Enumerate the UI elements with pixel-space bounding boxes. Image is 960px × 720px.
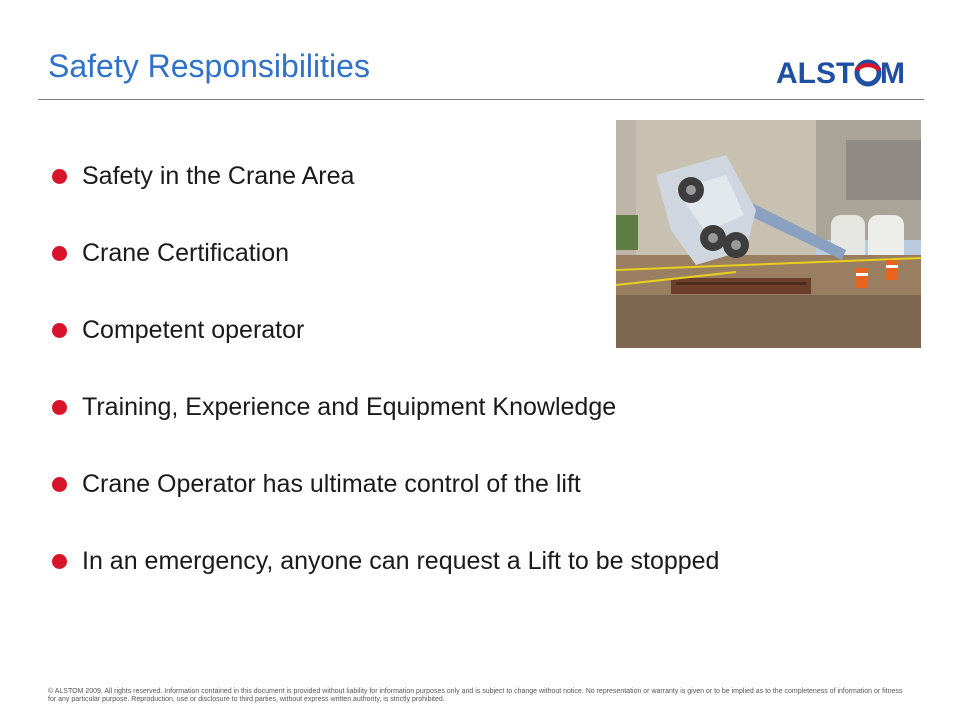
alstom-logo [776,54,928,92]
copyright-footer: © ALSTOM 2009. All rights reserved. Information contained in this document is provided without liability for information purposes only and is subject to change without notice. No representation or warranty is given or to be implied as to the completeness of information or fitness for any particular purpose. Reproduction, use or disclosure to third parties, without express written authority, is strictly prohibited. [48,688,903,703]
bullet-dot [52,400,67,415]
bullet-dot [52,323,67,338]
bullet-text: Training, Experience and Equipment Knowledge [82,393,617,421]
bullet-item [52,446,719,523]
bullet-dot [52,246,67,261]
svg-text:M: M [880,57,905,90]
bullet-item [52,138,719,215]
bullet-text: Crane Operator has ultimate control of the lift [82,470,581,498]
bullet-item [52,215,719,292]
bullet-dot [52,554,67,569]
bullet-item [52,369,719,446]
slide-title: Safety Responsibilities [48,48,370,84]
bullet-dot [52,169,67,184]
bullet-list [52,138,719,600]
bullet-item [52,523,719,600]
bullet-text: Safety in the Crane Area [82,162,355,190]
bullet-text: Competent operator [82,316,305,344]
svg-text:ALST: ALST [776,57,855,90]
bullet-text: Crane Certification [82,239,290,267]
bullet-text: In an emergency, anyone can request a Lift to be stopped [82,547,720,575]
title-divider [38,99,924,100]
bullet-dot [52,477,67,492]
bullet-item [52,292,719,369]
